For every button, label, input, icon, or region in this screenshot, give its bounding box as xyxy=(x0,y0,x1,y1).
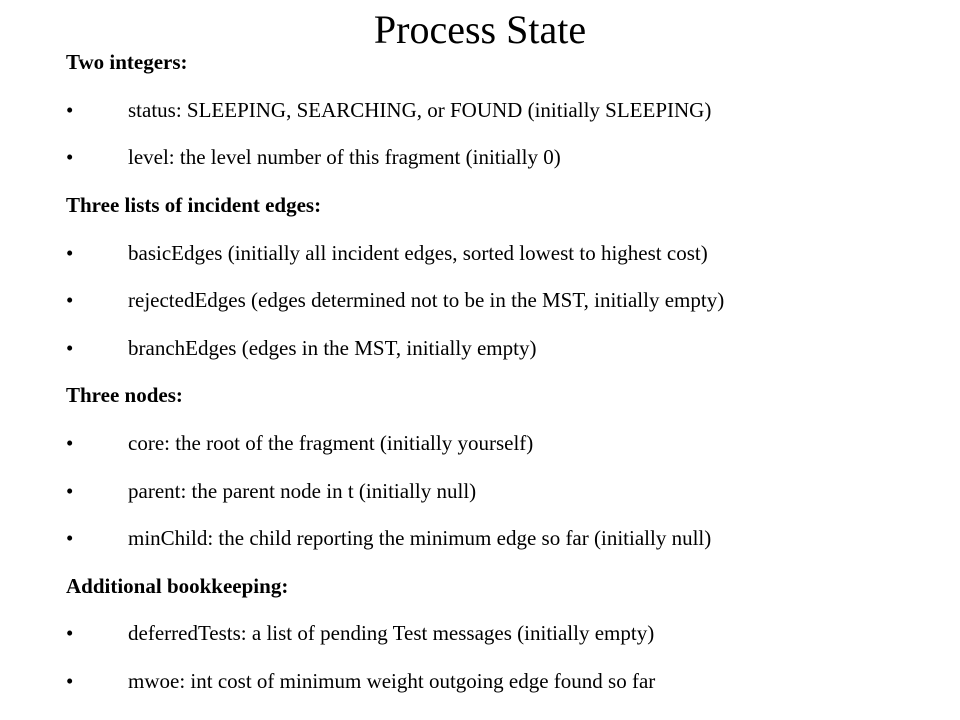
section-heading: Three lists of incident edges: xyxy=(66,193,322,218)
bullet-icon: • xyxy=(66,669,74,694)
bullet-icon: • xyxy=(66,335,74,360)
bullet-item xyxy=(66,277,946,325)
bullet-text: basicEdges (initially all incident edges, sorted lowest to highest cost) xyxy=(128,240,708,265)
bullet-icon: • xyxy=(66,240,74,265)
bullet-item xyxy=(66,134,946,182)
bullet-text: deferredTests: a list of pending Test messages (initially empty) xyxy=(128,621,655,646)
bullet-text: status: SLEEPING, SEARCHING, or FOUND (initially SLEEPING) xyxy=(128,97,712,122)
bullet-icon: • xyxy=(66,478,74,503)
bullet-item xyxy=(66,658,946,706)
bullet-icon: • xyxy=(66,621,74,646)
bullet-text: level: the level number of this fragment (initially 0) xyxy=(128,145,561,170)
bullet-item xyxy=(66,515,946,563)
slide-title: Process State xyxy=(373,7,587,52)
bullet-text: minChild: the child reporting the minimum edge so far (initially null) xyxy=(128,526,712,551)
bullet-icon: • xyxy=(66,145,74,170)
bullet-item xyxy=(66,87,946,135)
bullet-item xyxy=(66,420,946,468)
slide-content xyxy=(66,39,946,705)
bullet-text: branchEdges (edges in the MST, initially empty) xyxy=(128,335,537,360)
bullet-text: core: the root of the fragment (initially yourself) xyxy=(128,431,534,456)
bullet-icon: • xyxy=(66,97,74,122)
bullet-item xyxy=(66,325,946,373)
bullet-icon: • xyxy=(66,526,74,551)
section-heading: Additional bookkeeping: xyxy=(66,573,289,598)
bullet-item xyxy=(66,229,946,277)
bullet-text: rejectedEdges (edges determined not to be in the MST, initially empty) xyxy=(128,288,725,313)
bullet-item xyxy=(66,610,946,658)
bullet-icon: • xyxy=(66,431,74,456)
bullet-text: parent: the parent node in t (initially null) xyxy=(128,478,477,503)
section-heading: Three nodes: xyxy=(66,383,183,408)
section-heading: Two integers: xyxy=(66,50,188,75)
bullet-item xyxy=(66,467,946,515)
bullet-icon: • xyxy=(66,288,74,313)
bullet-text: mwoe: int cost of minimum weight outgoing edge found so far xyxy=(128,669,656,694)
